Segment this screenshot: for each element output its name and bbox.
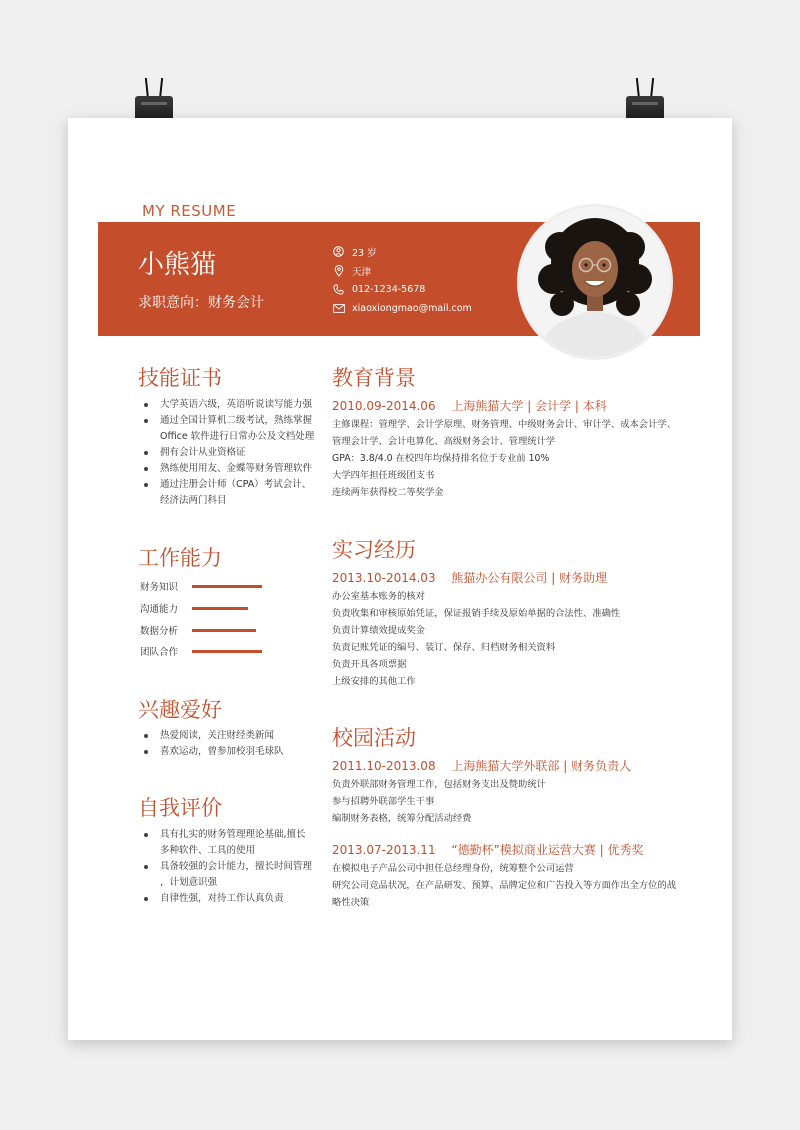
- entry-line: 负责开具各项票据: [332, 659, 407, 670]
- ability-label: 团队合作: [140, 647, 179, 658]
- entry-org: 熊猫办公有限公司 | 财务助理: [451, 571, 608, 585]
- list-item: ，计划意识强: [160, 877, 218, 888]
- contact-email-text[interactable]: xiaoxiongmao@mail.com: [352, 303, 472, 314]
- mail-icon: [332, 303, 345, 315]
- list-item: 具备较强的会计能力，擅长时间管理: [140, 859, 340, 875]
- internship-entry: [332, 568, 702, 690]
- list-item: 多种软件、工具的使用: [160, 845, 256, 856]
- entry-org: 上海熊猫大学 | 会计学 | 本科: [451, 399, 607, 413]
- ability-bar: [192, 629, 256, 632]
- entry-heading: [332, 396, 702, 416]
- entry-line: 负责收集和审核原始凭证，保证报销手续及原始单据的合法性、准确性: [332, 608, 621, 619]
- entry-line: 研究公司竞品状况，在产品研发、预算、品牌定位和广告投入等方面作出全方位的战: [332, 880, 676, 891]
- contact-phone-text: 012-1234-5678: [352, 284, 426, 295]
- entry-line: GPA：3.8/4.0 在校四年均保持排名位于专业前 10%: [332, 453, 550, 464]
- entry-line: 负责外联部财务管理工作，包括财务支出及赞助统计: [332, 779, 546, 790]
- self-eval-title: 自我评价: [138, 796, 222, 820]
- list-item: 熟练使用用友、金蝶等财务管理软件: [140, 461, 340, 477]
- list-item: 喜欢运动，曾参加校羽毛球队: [140, 744, 340, 760]
- skills-cert-list: [140, 397, 340, 509]
- education-entry: [332, 396, 702, 501]
- resume-label: MY RESUME: [142, 202, 237, 220]
- campus-title: 校园活动: [332, 726, 416, 750]
- entry-line: 上级安排的其他工作: [332, 676, 416, 687]
- entry-line: 参与招聘外联部学生干事: [332, 796, 435, 807]
- education-title: 教育背景: [332, 366, 416, 390]
- entry-date: 2011.10-2013.08: [332, 759, 436, 773]
- list-item: Office 软件进行日常办公及文档处理: [160, 431, 315, 442]
- entry-line: 办公室基本账务的核对: [332, 591, 425, 602]
- entry-line: 在模拟电子产品公司中担任总经理身份，统筹整个公司运营: [332, 863, 574, 874]
- contact-list: [332, 242, 472, 318]
- contact-location-text: 天津: [352, 266, 372, 278]
- list-item: 具有扎实的财务管理理论基础,擅长: [140, 827, 340, 843]
- hobbies-title: 兴趣爱好: [138, 698, 222, 722]
- entry-line: 负责计算绩效提成奖金: [332, 625, 425, 636]
- ability-row: [140, 599, 340, 617]
- ability-label: 沟通能力: [140, 604, 179, 615]
- ability-label: 财务知识: [140, 582, 179, 593]
- entry-date: 2013.10-2014.03: [332, 571, 436, 585]
- contact-age: [332, 242, 472, 261]
- list-item: 拥有会计从业资格证: [140, 445, 340, 461]
- list-item: 自律性强，对待工作认真负责: [140, 891, 340, 907]
- entry-line: 大学四年担任班级团支书: [332, 470, 435, 481]
- skills-cert-title: 技能证书: [138, 366, 222, 390]
- contact-age-text: 23 岁: [352, 247, 377, 259]
- entry-line: 负责记账凭证的编号、装订、保存、归档财务相关资料: [332, 642, 556, 653]
- location-icon: [332, 265, 345, 277]
- ability-bar: [192, 607, 248, 610]
- entry-line: 编制财务表格，统筹分配活动经费: [332, 813, 472, 824]
- entry-lines: [332, 776, 702, 827]
- contact-location: [332, 261, 472, 280]
- person-icon: [332, 246, 345, 258]
- entry-line: 连续两年获得校二等奖学金: [332, 487, 444, 498]
- abilities-title: 工作能力: [138, 546, 222, 570]
- campus-entry: [332, 756, 702, 827]
- contact-phone: [332, 280, 472, 299]
- list-item: 热爱阅读，关注财经类新闻: [140, 728, 340, 744]
- entry-lines: [332, 860, 702, 911]
- campus-entry: [332, 840, 702, 911]
- entry-line: 主修课程：管理学、会计学原理、财务管理、中级财务会计、审计学、成本会计学、: [332, 419, 676, 430]
- entry-line: 管理会计学、会计电算化、高级财务会计、管理统计学: [332, 436, 556, 447]
- ability-row: [140, 621, 340, 639]
- ability-bar: [192, 585, 262, 588]
- hobbies-list: [140, 728, 340, 760]
- ability-bar: [192, 650, 262, 653]
- self-eval-list: [140, 827, 340, 907]
- entry-org: 上海熊猫大学外联部 | 财务负责人: [451, 759, 632, 773]
- entry-heading: [332, 840, 702, 860]
- entry-date: 2013.07-2013.11: [332, 843, 436, 857]
- entry-heading: [332, 756, 702, 776]
- entry-lines: [332, 416, 702, 501]
- entry-heading: [332, 568, 702, 588]
- phone-icon: [332, 284, 345, 296]
- entry-lines: [332, 588, 702, 690]
- entry-line: 略性决策: [332, 897, 370, 908]
- contact-email[interactable]: [332, 299, 472, 318]
- ability-row: [140, 577, 340, 595]
- list-item: 经济法两门科目: [160, 495, 227, 506]
- resume-sheet: [68, 118, 732, 1040]
- entry-org: “德勤杯”模拟商业运营大赛 | 优秀奖: [451, 843, 644, 857]
- list-item: 大学英语六级，英语听说读写能力强: [140, 397, 340, 413]
- list-item: 通过全国计算机二级考试，熟练掌握: [140, 413, 340, 429]
- list-item: 通过注册会计师（CPA）考试会计、: [140, 477, 340, 493]
- candidate-name: 小熊猫: [138, 250, 217, 280]
- internship-title: 实习经历: [332, 538, 416, 562]
- entry-date: 2010.09-2014.06: [332, 399, 436, 413]
- ability-row: [140, 642, 340, 660]
- profile-photo: [517, 204, 673, 360]
- ability-label: 数据分析: [140, 626, 179, 637]
- job-intent: 求职意向：财务会计: [138, 295, 264, 311]
